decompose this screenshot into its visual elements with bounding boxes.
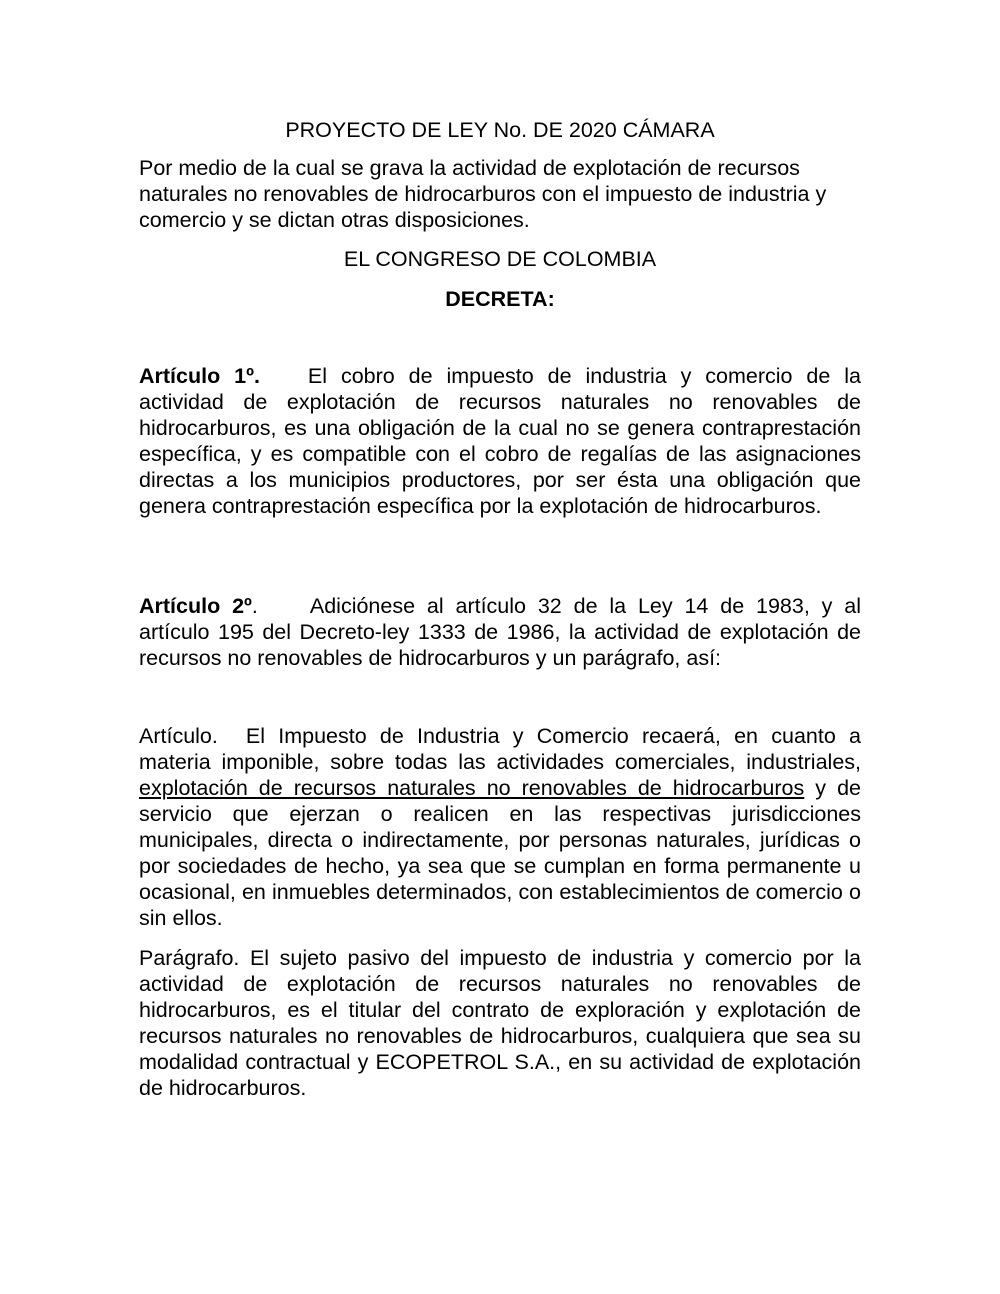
quoted-article — [139, 723, 861, 931]
article-2-text: Adiciónese al artículo 32 de la Ley 14 de 1983, y al artículo 195 del Decreto-ley 1333 de 1986, la actividad de explotación de recursos no renovables de hidrocarburos y un parágrafo, así: — [139, 594, 861, 670]
document-subtitle: Por medio de la cual se grava la actividad de explotación de recursos naturales no renovables de hidrocarburos con el impuesto de industria y comercio y se dictan otras disposiciones. — [139, 156, 827, 232]
decreta-heading: DECRETA: — [445, 287, 555, 311]
paragrafo: Parágrafo. El sujeto pasivo del impuesto de industria y comercio por la actividad de explotación de recursos naturales no renovables de hidrocarburos, es el titular del contrato de exploración y explotación de recursos naturales no renovables de hidrocarburos, cualquiera que sea su modalidad contractual y ECOPETROL S.A., en su actividad de explotación de hidrocarburos. — [139, 946, 861, 1100]
quoted-article-underlined: explotación de recursos naturales no renovables de hidrocarburos — [139, 776, 805, 800]
article-1 — [139, 363, 861, 519]
article-2 — [139, 593, 861, 671]
quoted-article-text-after: y de servicio que ejerzan o realicen en las respectivas jurisdicciones municipales, directa o indirectamente, por personas naturales, jurídicas o por sociedades de hecho, ya sea que se cumplan en forma permanente u ocasional, en inmuebles determinados, con establecimientos de comercio o sin ellos. — [139, 776, 861, 930]
article-2-label: Artículo 2º — [139, 594, 252, 618]
quoted-article-text-before: El Impuesto de Industria y Comercio recaerá, en cuanto a materia imponible, sobre todas las actividades comerciales, industriales, — [139, 724, 861, 774]
article-2-label-suffix: . — [251, 594, 258, 618]
quoted-article-label: Artículo. — [139, 724, 218, 748]
document-title: PROYECTO DE LEY No. DE 2020 CÁMARA — [285, 118, 715, 142]
congress-heading: EL CONGRESO DE COLOMBIA — [343, 247, 657, 271]
article-1-label: Artículo 1º. — [139, 364, 260, 388]
article-1-text: El cobro de impuesto de industria y comercio de la actividad de explotación de recursos naturales no renovables de hidrocarburos, es una obligación de la cual no se genera contraprestación específica, y es compatible con el cobro de regalías de las asignaciones directas a los municipios productores, por ser ésta una obligación que genera contraprestación específica por la explotación de hidrocarburos. — [139, 364, 861, 518]
